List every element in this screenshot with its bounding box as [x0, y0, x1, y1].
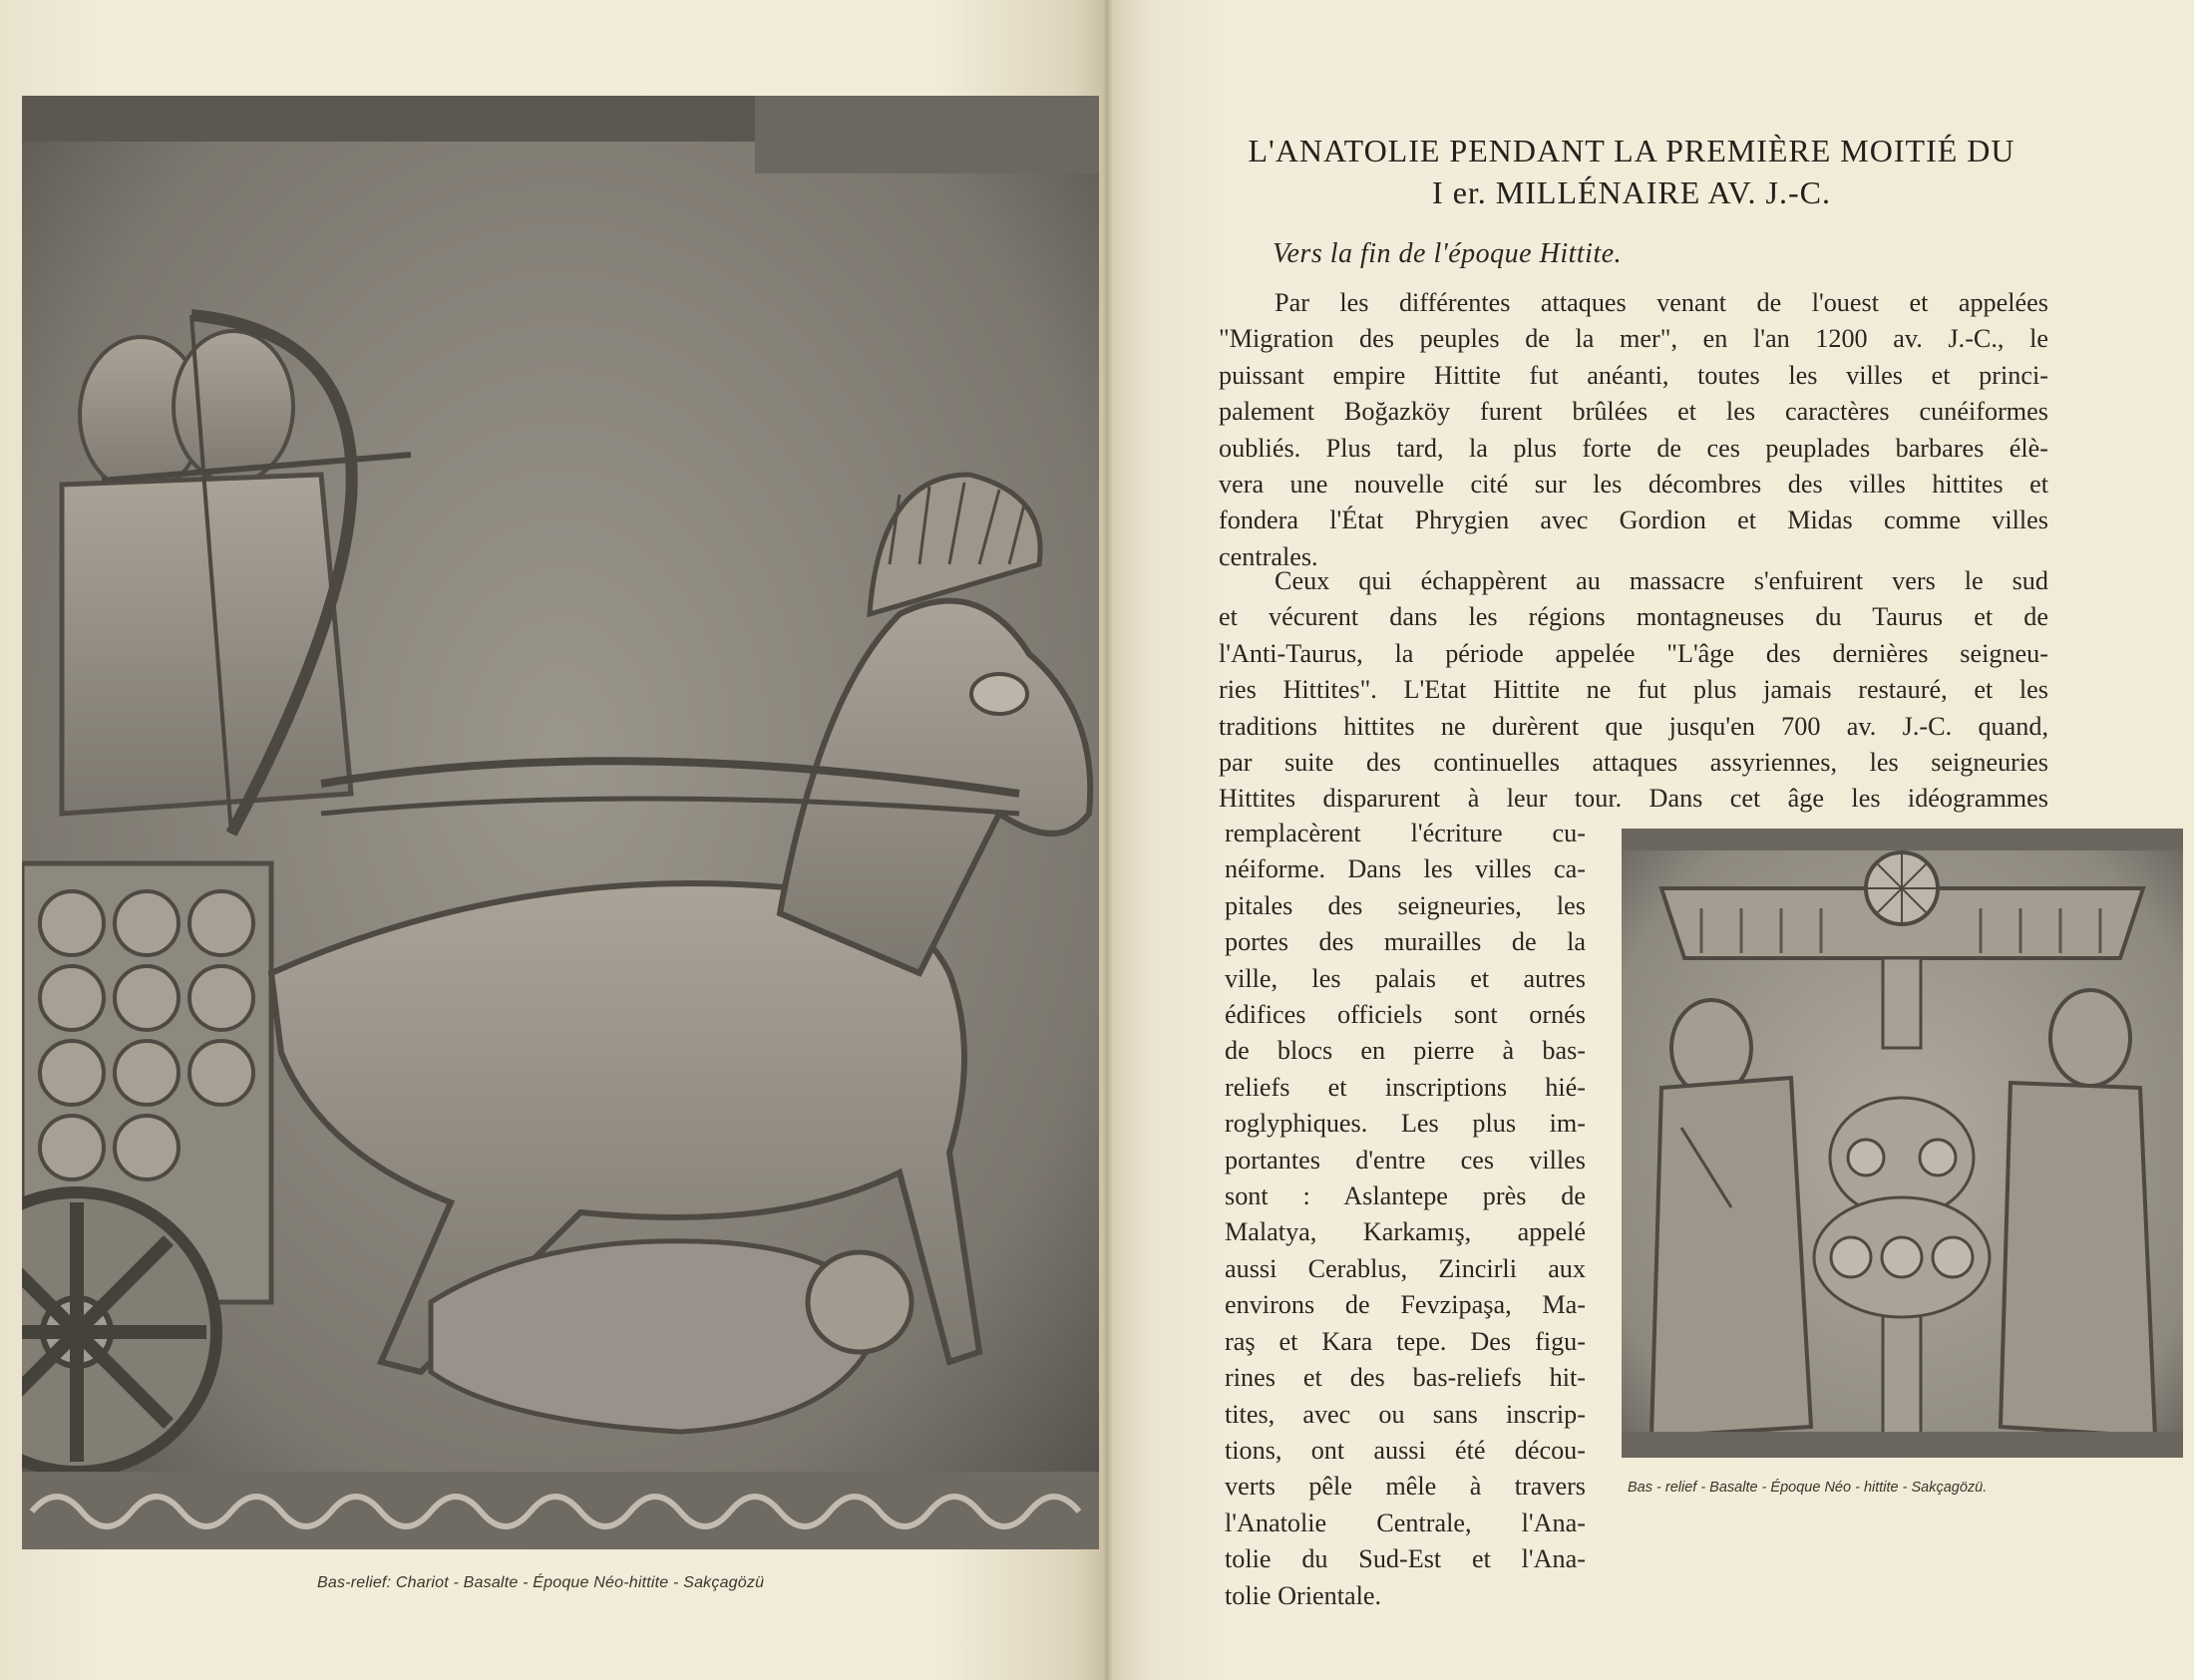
text-line: raş et Kara tepe. Des figu- [1225, 1326, 1586, 1356]
tree-of-life-relief-photo [1622, 829, 2183, 1458]
text-line: tolie Orientale. [1225, 1580, 1382, 1610]
text-line: néiforme. Dans les villes ca- [1225, 854, 1586, 884]
text-line: "Migration des peuples de la mer", en l'an 1200 av. J.-C., le [1219, 324, 2048, 354]
text-line: Ceux qui échappèrent au massacre s'enfuirent vers le sud [1275, 566, 2048, 595]
text-line: reliefs et inscriptions hié- [1225, 1072, 1586, 1102]
title-line-1: L'ANATOLIE PENDANT LA PREMIÈRE MOITIÉ DU [1248, 133, 2015, 168]
text-line: palement Boğazköy furent brûlées et les caractères cunéiformes [1219, 397, 2048, 427]
text-line: tions, ont aussi été décou- [1225, 1435, 1586, 1465]
page-title [1193, 130, 2070, 213]
chariot-relief-illustration [22, 96, 1099, 1549]
text-line: remplacèrent l'écriture cu- [1225, 819, 1586, 847]
text-line: portantes d'entre ces villes [1225, 1145, 1586, 1175]
text-line: fondera l'État Phrygien avec Gordion et Midas comme villes [1219, 505, 2048, 535]
text-line: traditions hittites ne durèrent que jusqu'en 700 av. J.-C. quand, [1219, 711, 2048, 741]
text-line: tites, avec ou sans inscrip- [1225, 1399, 1586, 1429]
text-line: par suite des continuelles attaques assyriennes, les seigneuries [1219, 748, 2048, 778]
text-line: l'Anti-Taurus, la période appelée "L'âge des dernières seigneu- [1219, 638, 2048, 668]
paragraph-1 [1219, 285, 2048, 575]
text-line: portes des murailles de la [1225, 927, 1586, 957]
paragraph-2 [1219, 563, 2048, 818]
paragraph-2-narrow-column [1225, 816, 1586, 1614]
text-line: oubliés. Plus tard, la plus forte de ces peuplades barbares élè- [1219, 433, 2048, 463]
book-gutter [1102, 0, 1112, 1680]
text-line: de blocs en pierre à bas- [1225, 1036, 1586, 1066]
text-line: sont : Aslantepe près de [1225, 1181, 1586, 1211]
left-photo-caption: Bas-relief: Chariot - Basalte - Époque Néo-hittite - Sakçagözü [317, 1574, 765, 1591]
text-line: pitales des seigneuries, les [1225, 890, 1586, 920]
text-line: ville, les palais et autres [1225, 963, 1586, 993]
text-line: Malatya, Karkamış, appelé [1225, 1217, 1586, 1247]
chariot-relief-photo [22, 96, 1099, 1549]
text-line: édifices officiels sont ornés [1225, 1000, 1586, 1030]
text-line: aussi Cerablus, Zincirli aux [1225, 1253, 1586, 1283]
text-line: rines et des bas-reliefs hit- [1225, 1363, 1586, 1393]
text-line: tolie du Sud-Est et l'Ana- [1225, 1544, 1586, 1574]
title-line-2: I er. MILLÉNAIRE AV. J.-C. [1432, 174, 1831, 210]
right-photo-caption: Bas - relief - Basalte - Époque Néo - hittite - Sakçagözü. [1628, 1480, 1988, 1496]
text-line: centrales. [1219, 541, 1318, 571]
section-subtitle: Vers la fin de l'époque Hittite. [1273, 238, 1623, 269]
text-line: roglyphiques. Les plus im- [1225, 1109, 1586, 1139]
text-line: ries Hittites". L'Etat Hittite ne fut plus jamais restauré, et les [1219, 675, 2048, 705]
text-line: vera une nouvelle cité sur les décombres des villes hittites et [1219, 470, 2048, 500]
text-line: Par les différentes attaques venant de l'ouest et appelées [1275, 288, 2048, 317]
text-line: environs de Fevzipaşa, Ma- [1225, 1290, 1586, 1320]
text-line: puissant empire Hittite fut anéanti, toutes les villes et princi- [1219, 360, 2048, 390]
text-line: verts pêle mêle à travers [1225, 1472, 1586, 1502]
tree-of-life-relief-illustration [1622, 829, 2183, 1458]
text-line: et vécurent dans les régions montagneuses du Taurus et de [1219, 602, 2048, 632]
text-line: Hittites disparurent à leur tour. Dans cet âge les idéogrammes [1219, 784, 2048, 814]
text-line: l'Anatolie Centrale, l'Ana- [1225, 1508, 1586, 1537]
